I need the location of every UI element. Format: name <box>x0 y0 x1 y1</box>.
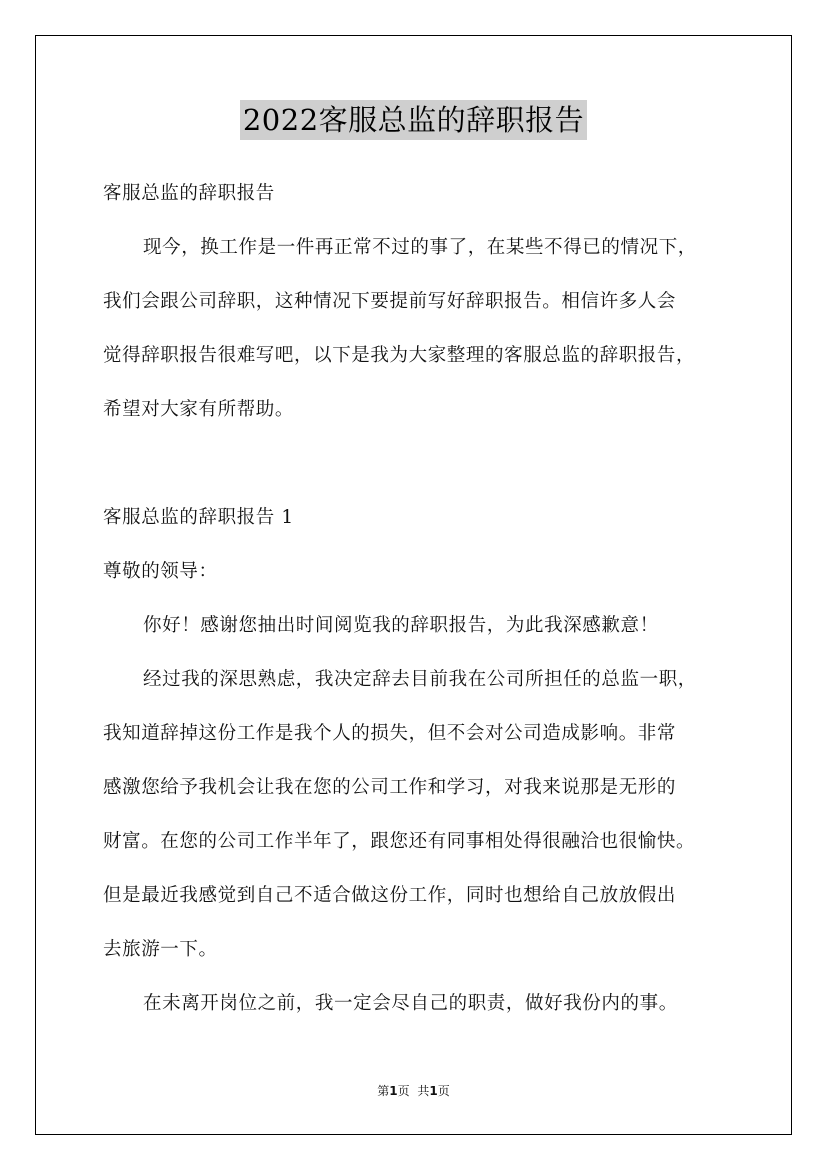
body-line-4: 财富。在您的公司工作半年了，跟您还有同事相处得很融洽也很愉快。 <box>103 831 696 852</box>
footer-total-number: 1 <box>429 1084 438 1098</box>
title-wrap <box>0 100 827 140</box>
intro-line-3: 觉得辞职报告很难写吧，以下是我为大家整理的客服总监的辞职报告， <box>103 345 696 366</box>
footer-page-suffix: 页 <box>397 1084 410 1098</box>
salutation: 尊敬的领导： <box>103 561 218 582</box>
intro-line-1: 现今，换工作是一件再正常不过的事了，在某些不得已的情况下， <box>143 237 697 258</box>
body-line-1: 经过我的深思熟虑，我决定辞去目前我在公司所担任的总监一职， <box>143 669 697 690</box>
document-subtitle: 客服总监的辞职报告 <box>103 183 275 204</box>
closing-line: 在未离开岗位之前，我一定会尽自己的职责，做好我份内的事。 <box>143 993 678 1014</box>
intro-line-2: 我们会跟公司辞职，这种情况下要提前写好辞职报告。相信许多人会 <box>103 291 677 312</box>
greeting: 你好！感谢您抽出时间阅览我的辞职报告，为此我深感歉意！ <box>143 615 659 636</box>
body-line-5: 但是最近我感觉到自己不适合做这份工作，同时也想给自己放放假出 <box>103 885 677 906</box>
intro-line-4: 希望对大家有所帮助。 <box>103 399 295 420</box>
body-line-2: 我知道辞掉这份工作是我个人的损失，但不会对公司造成影响。非常 <box>103 723 677 744</box>
body-line-3: 感激您给予我机会让我在您的公司工作和学习，对我来说那是无形的 <box>103 777 677 798</box>
body-line-6: 去旅游一下。 <box>103 939 218 960</box>
footer-page-prefix: 第 <box>377 1084 390 1098</box>
page-footer <box>0 1083 827 1099</box>
footer-total-prefix: 共 <box>417 1084 430 1098</box>
footer-total-suffix: 页 <box>437 1084 450 1098</box>
document-title: 2022客服总监的辞职报告 <box>240 100 587 140</box>
footer-page-number: 1 <box>389 1084 398 1098</box>
section-heading: 客服总监的辞职报告 1 <box>103 507 294 528</box>
